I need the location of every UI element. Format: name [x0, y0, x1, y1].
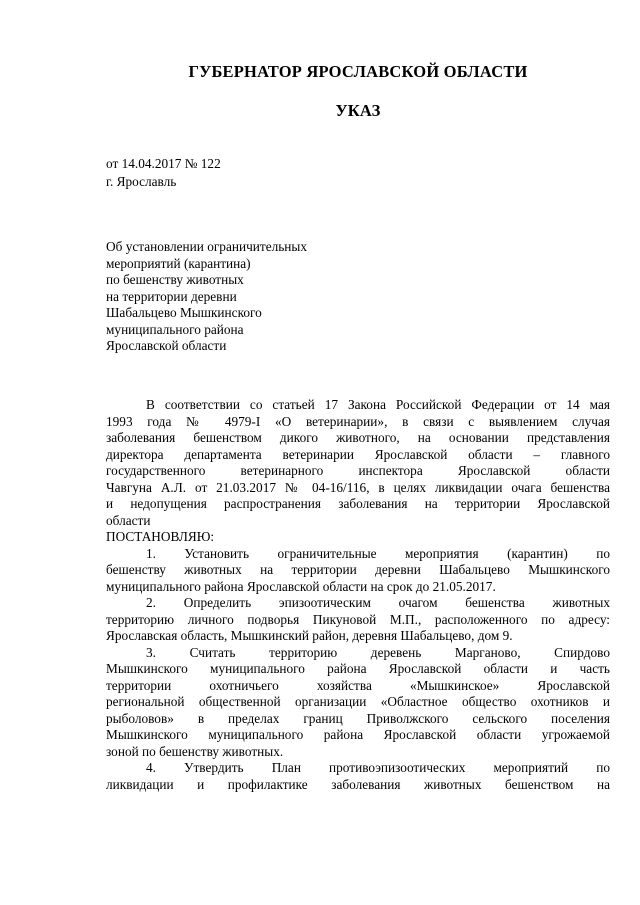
city: г. Ярославль	[106, 174, 177, 189]
preamble-line: и недопущения распространения заболевания на территории Ярославской	[106, 496, 610, 511]
subject-line: муниципального района	[106, 321, 244, 337]
subject-line: мероприятий (карантина)	[106, 255, 251, 271]
preamble-line: государственного ветеринарного инспектора Ярославской области	[106, 463, 610, 478]
preamble-line: Чавгуна А.Л. от 21.03.2017 № 04-16/116, в целях ликвидации очага бешенства	[106, 479, 610, 495]
item-1-line: бешенству животных на территории деревни Шабальцево Мышкинского	[106, 562, 610, 577]
document-type-heading: УКАЗ	[335, 101, 381, 120]
item-3-line: 3. Считать территорию деревень Марганово, Спирдово	[146, 644, 610, 660]
date-number: от 14.04.2017 № 122	[106, 156, 221, 171]
decree-body	[106, 397, 610, 793]
item-4-line: 4. Утвердить План противоэпизоотических мероприятий по	[146, 760, 610, 775]
subject-line: Ярославской области	[106, 338, 227, 353]
item-1-line: 1. Установить ограничительные мероприятия (карантин) по	[146, 545, 610, 561]
preamble-line: директора департамента ветеринарии Ярославской области – главного	[106, 446, 610, 462]
authority-heading: ГУБЕРНАТОР ЯРОСЛАВСКОЙ ОБЛАСТИ	[188, 62, 528, 81]
subject-line: на территории деревни	[106, 288, 237, 304]
item-2-line: территорию личного подворья Пикуновой М.П., расположенного по адресу:	[106, 611, 610, 627]
item-2-line: 2. Определить эпизоотическим очагом бешенства животных	[146, 595, 610, 610]
item-3-line: региональной общественной организации «Областное общество охотников и	[106, 694, 610, 709]
item-3-line: рыболовов» в пределах границ Приволжского сельского поселения	[106, 710, 610, 726]
subject-line: Об установлении ограничительных	[106, 239, 307, 254]
subject-line: Шабальцево Мышкинского	[106, 305, 262, 320]
decree-word: ПОСТАНОВЛЯЮ:	[106, 529, 215, 544]
item-2-line: Ярославская область, Мышкинский район, деревня Шабальцево, дом 9.	[106, 628, 513, 643]
item-3-line: территории охотничьего хозяйства «Мышкинское» Ярославской	[106, 677, 610, 693]
preamble-line: заболевания бешенством дикого животного, на основании представления	[106, 430, 610, 445]
item-3-line: Мышкинского муниципального района Ярославской области угрожаемой	[106, 727, 610, 742]
preamble-line: области	[106, 512, 151, 528]
preamble-line: 1993 года № 4979-I «О ветеринарии», в связи с выявлением случая	[106, 413, 610, 429]
item-1-line: муниципального района Ярославской области на срок до 21.05.2017.	[106, 578, 496, 594]
subject-line: по бешенству животных	[106, 272, 244, 287]
item-3-line: Мышкинского муниципального района Ярославской области и часть	[106, 661, 610, 676]
item-3-line: зоной по бешенству животных.	[106, 743, 284, 759]
decree-subject	[106, 239, 307, 355]
item-4-line: ликвидации и профилактике заболевания животных бешенством на	[106, 776, 610, 792]
preamble-line: В соответствии со статьей 17 Закона Российской Федерации от 14 мая	[146, 397, 610, 412]
